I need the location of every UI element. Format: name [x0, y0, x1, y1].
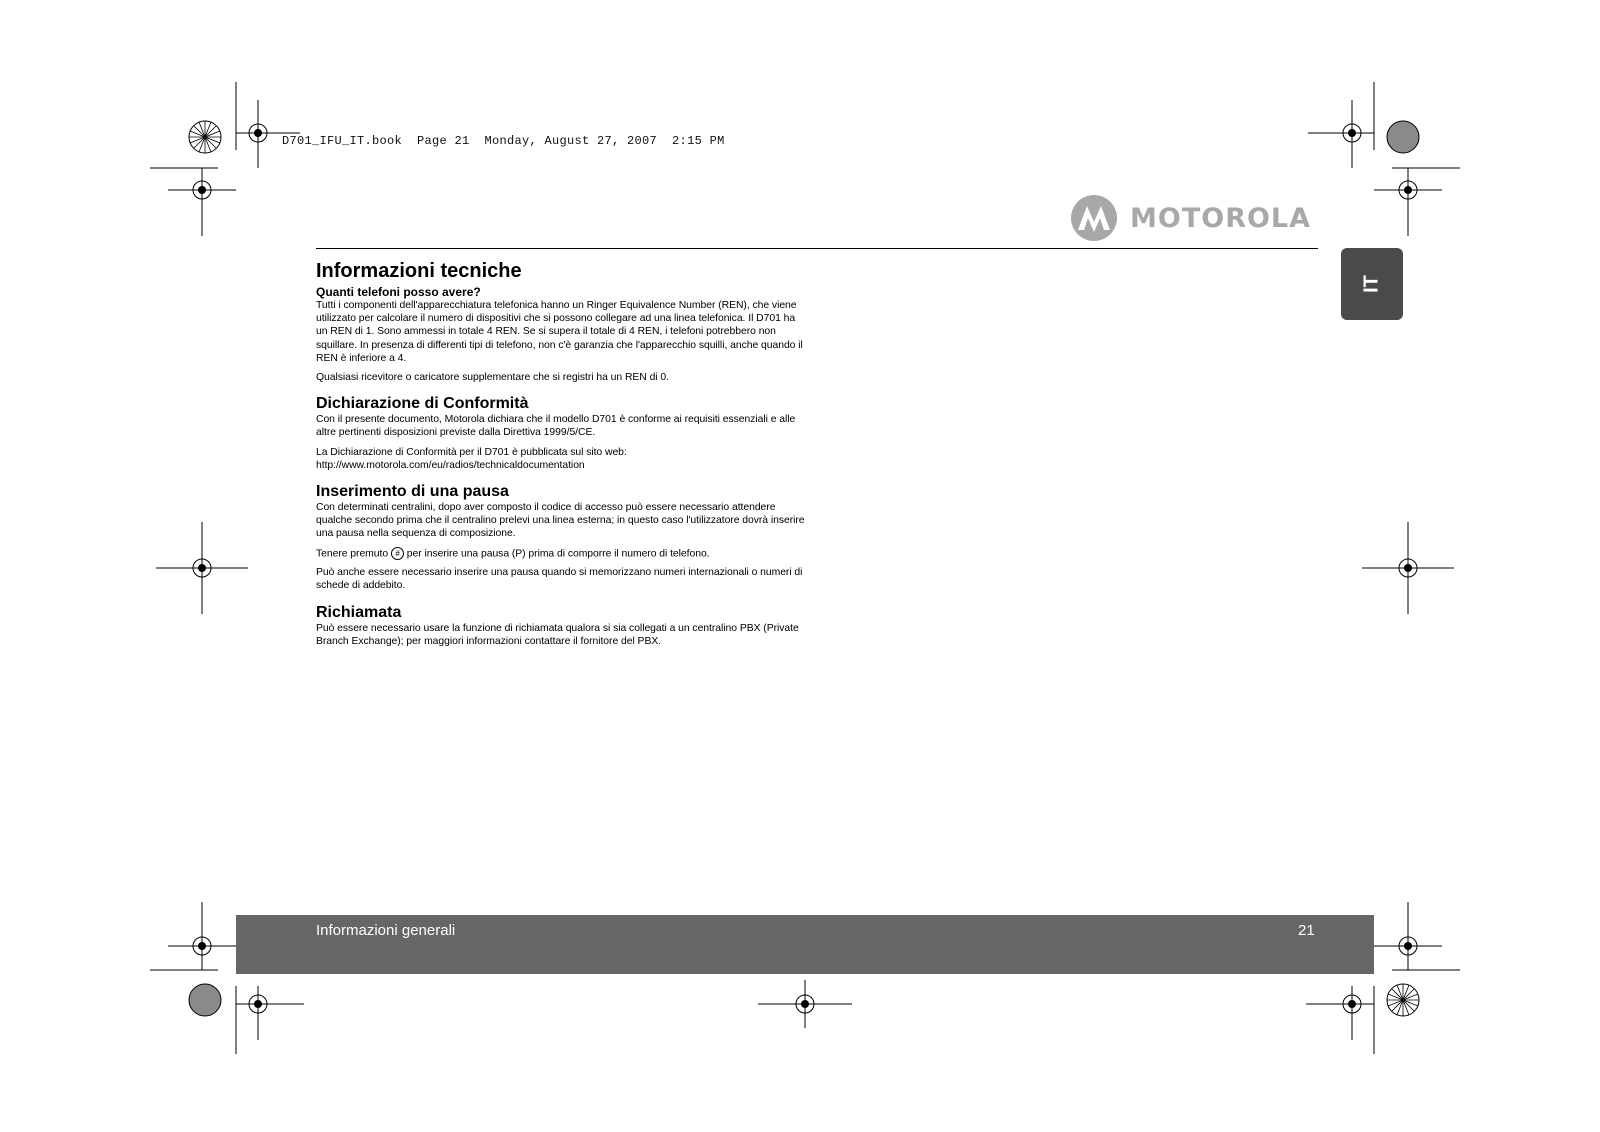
main-content: [316, 260, 806, 654]
section-heading: Richiamata: [316, 603, 402, 621]
section-heading: Quanti telefoni posso avere?: [316, 285, 481, 299]
section-heading: Inserimento di una pausa: [316, 483, 509, 501]
key-instruction-before: Tenere premuto: [316, 547, 389, 559]
hash-key-icon: #: [391, 547, 404, 560]
language-tab: [1341, 248, 1403, 320]
motorola-batwing-icon: [1070, 194, 1118, 242]
paragraph: Con il presente documento, Motorola dichiara che il modello D701 è conforme ai requisiti essenziali e alle altre pertinenti disposizioni previste dalla Direttiva 1999/5/CE.: [316, 414, 796, 439]
paragraph: Può anche essere necessario inserire una pausa quando si memorizzano numeri internazionali o numeri di schede di addebito.: [316, 567, 803, 592]
footer-section-label: Informazioni generali: [316, 922, 456, 939]
page-number: 21: [1298, 922, 1315, 939]
language-tab-label: IT: [1360, 275, 1383, 293]
paragraph: Qualsiasi ricevitore o caricatore supplementare che si registri ha un REN di 0.: [316, 372, 669, 384]
header-rule: [316, 248, 1318, 249]
motorola-logo: [1070, 193, 1311, 243]
paragraph-pause-key: [316, 547, 806, 560]
paragraph: Può essere necessario usare la funzione di richiamata qualora si sia collegati a un centralino PBX (Private Branch Exchange); per maggiori informazioni contattare il fornitore del PBX.: [316, 622, 799, 647]
paragraph: La Dichiarazione di Conformità per il D701 è pubblicata sul sito web: http://www.motorola.com/eu/radios/technicaldocumentation: [316, 446, 627, 471]
print-job-header: D701_IFU_IT.book Page 21 Monday, August 27, 2007 2:15 PM: [282, 134, 725, 148]
page-title: Informazioni tecniche: [316, 260, 522, 282]
key-instruction-after: per inserire una pausa (P) prima di comporre il numero di telefono.: [406, 547, 710, 559]
paragraph: Tutti i componenti dell'apparecchiatura telefonica hanno un Ringer Equivalence Number (REN), che viene utilizzato per calcolare il numero di dispositivi che si possono collegare ad una linea telefonica. Il D701 ha un REN di 1. Sono ammessi in totale 4 REN. Se si supera il totale di 4 REN, i telefoni potrebbero non squillare. In presenza di differenti tipi di telefono, non c'è garanzia che l'apparecchio squilli, anche quando il REN è inferiore a 4.: [316, 300, 803, 364]
paragraph: Con determinati centralini, dopo aver composto il codice di accesso può essere necessario attendere qualche secondo prima che il centralino prelevi una linea esterna; in questo caso l'utilizzatore dovrà inserire una pausa nella sequenza di composizione.: [316, 502, 805, 540]
brand-wordmark: MOTOROLA: [1130, 202, 1312, 234]
section-heading: Dichiarazione di Conformità: [316, 395, 529, 413]
